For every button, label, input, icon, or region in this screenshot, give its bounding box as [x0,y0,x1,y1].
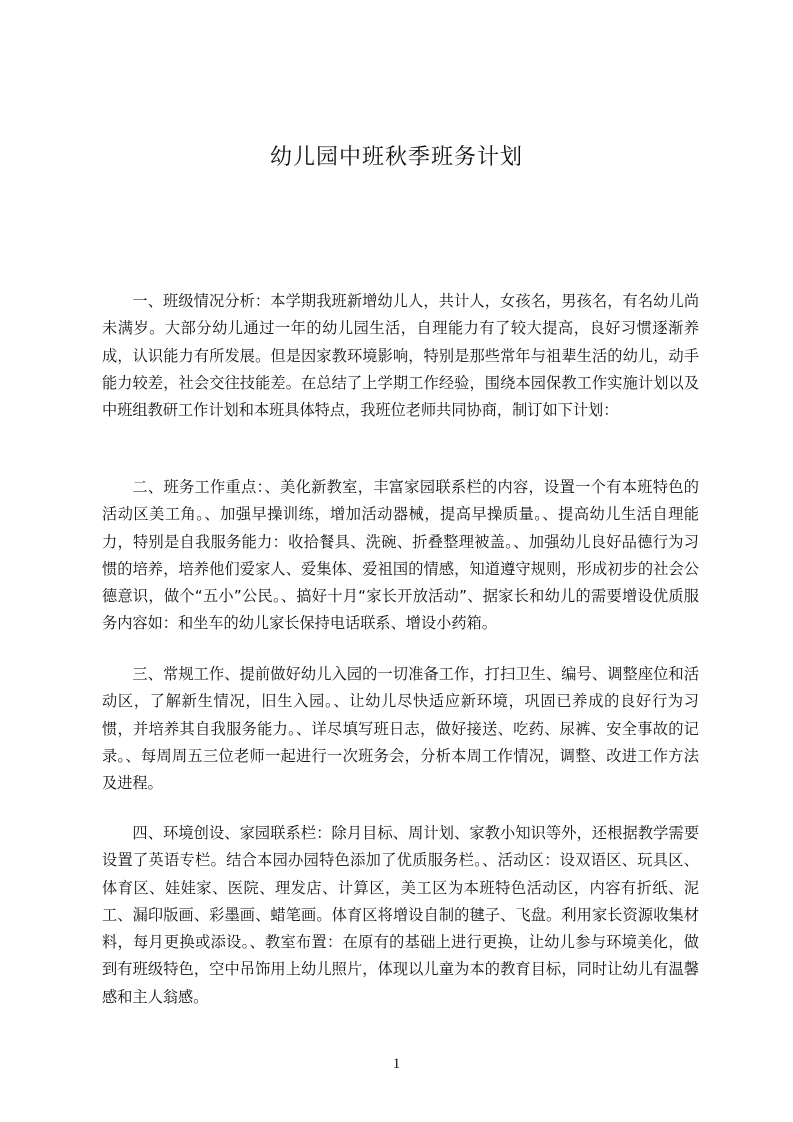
section-class-analysis: 一、班级情况分析：本学期我班新增幼儿人，共计人，女孩名，男孩名，有名幼儿尚未满岁。大部分幼儿通过一年的幼儿园生活，自理能力有了较大提高，良好习惯逐渐养成，认识能力有所发展。但是因家教环境影响，特别是那些常年与祖辈生活的幼儿，动手能力较差，社会交往技能差。在总结了上学期工作经验，围绕本园保教工作实施计划以及中班组教研工作计划和本班具体特点，我班位老师共同协商，制订如下计划： [102,292,699,420]
section-environment-creation: 四、环境创设、家园联系栏：除月目标、周计划、家教小知识等外，还根据教学需要设置了英语专栏。结合本园办园特色添加了优质服务栏。、活动区：设双语区、玩具区、体育区、娃娃家、医院、理发店、计算区，美工区为本班特色活动区，内容有折纸、泥工、漏印版画、彩墨画、蜡笔画。体育区将增设自制的毽子、飞盘。利用家长资源收集材料，每月更换或添设。、教室布置：在原有的基础上进行更换，让幼儿参与环境美化，做到有班级特色，空中吊饰用上幼儿照片，体现以儿童为本的教育目标，同时让幼儿有温馨感和主人翁感。 [102,824,699,1006]
page-number: 1 [392,1056,401,1072]
section-work-priorities: 二、班务工作重点：、美化新教室，丰富家园联系栏的内容，设置一个有本班特色的活动区美工角。、加强早操训练，增加活动器械，提高早操质量。、提高幼儿生活自理能力，特别是自我服务能力：收拾餐具、洗碗、折叠整理被盖。、加强幼儿良好品德行为习惯的培养，培养他们爱家人、爱集体、爱祖国的情感，知道遵守规则，形成初步的社会公德意识，做个“五小”公民。、搞好十月“家长开放活动”、据家长和幼儿的需要增设优质服务内容如：和坐车的幼儿家长保持电话联系、增设小药箱。 [102,478,699,633]
document-title: 幼儿园中班秋季班务计划 [269,145,523,170]
section-routine-work: 三、常规工作、提前做好幼儿入园的一切准备工作，打扫卫生、编号、调整座位和活动区，了解新生情况，旧生入园。、让幼儿尽快适应新环境，巩固已养成的良好行为习惯，并培养其自我服务能力。、详尽填写班日志，做好接送、吃药、尿裤、安全事故的记录。、每周周五三位老师一起进行一次班务会，分析本周工作情况，调整、改进工作方法及进程。 [102,665,699,793]
